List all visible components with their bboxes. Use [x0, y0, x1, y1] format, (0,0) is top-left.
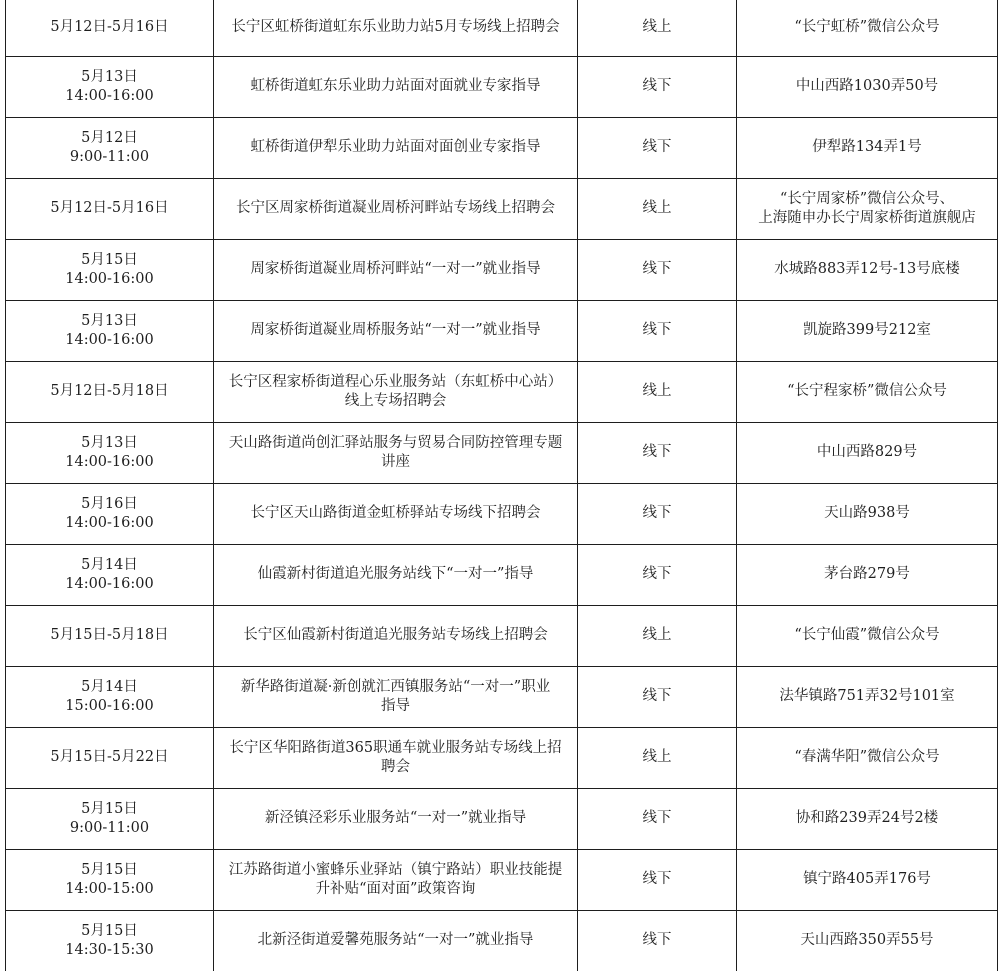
table-row — [6, 605, 998, 666]
event-text: 讲座 — [381, 453, 410, 470]
mode-cell — [578, 422, 737, 483]
date-text: 5月13日 — [81, 434, 138, 451]
location-cell — [737, 422, 998, 483]
location-text: 上海随申办长宁周家桥街道旗舰店 — [758, 209, 976, 226]
date-text: 5月12日-5月16日 — [50, 19, 169, 36]
location-cell — [737, 727, 998, 788]
event-text: 周家桥街道凝业周桥服务站“一对一”就业指导 — [250, 322, 541, 338]
date-text: 9:00-11:00 — [69, 148, 150, 165]
event-cell — [214, 910, 578, 971]
date-cell — [6, 727, 214, 788]
date-text: 14:00-16:00 — [65, 331, 154, 348]
mode-text: 线上 — [642, 383, 672, 399]
location-text: “长宁虹桥”微信公众号 — [794, 19, 940, 36]
event-text: 长宁区程家桥街道程心乐业服务站（东虹桥中心站） — [228, 373, 563, 390]
date-text: 5月14日 — [81, 556, 138, 573]
event-cell — [214, 239, 578, 300]
mode-cell — [578, 544, 737, 605]
date-text: 14:00-16:00 — [65, 575, 154, 592]
mode-text: 线上 — [642, 19, 672, 36]
location-cell — [737, 300, 998, 361]
event-text: 升补贴“面对面”政策咨询 — [315, 880, 476, 897]
location-cell — [737, 483, 998, 544]
location-text: 中山西路829号 — [816, 444, 918, 460]
event-cell — [214, 300, 578, 361]
event-cell — [214, 0, 578, 56]
date-text: 14:00-15:00 — [65, 880, 154, 897]
date-text: 14:30-15:30 — [65, 941, 154, 958]
event-text: 长宁区仙霞新村街道追光服务站专场线上招聘会 — [243, 627, 548, 643]
date-text: 5月13日 — [81, 312, 138, 329]
table-row — [6, 666, 998, 727]
mode-cell — [578, 361, 737, 422]
date-cell — [6, 178, 214, 239]
event-text: 虹桥街道虹东乐业助力站面对面就业专家指导 — [250, 78, 541, 94]
table-row — [6, 910, 998, 971]
location-text: 镇宁路405弄176号 — [803, 871, 931, 887]
event-cell — [214, 422, 578, 483]
date-text: 14:00-16:00 — [65, 270, 154, 287]
date-text: 5月15日 — [81, 251, 138, 268]
location-text: “春满华阳”微信公众号 — [794, 749, 940, 765]
date-cell — [6, 788, 214, 849]
date-cell — [6, 361, 214, 422]
location-cell — [737, 117, 998, 178]
mode-text: 线下 — [642, 322, 672, 338]
mode-cell — [578, 117, 737, 178]
table-row — [6, 361, 998, 422]
table-body — [6, 0, 998, 971]
mode-text: 线下 — [642, 505, 672, 521]
event-cell — [214, 178, 578, 239]
location-text: 凯旋路399号212室 — [803, 322, 931, 338]
mode-cell — [578, 666, 737, 727]
location-text: 天山路938号 — [824, 505, 910, 521]
mode-cell — [578, 910, 737, 971]
location-cell — [737, 544, 998, 605]
date-text: 5月12日-5月16日 — [50, 200, 169, 216]
date-cell — [6, 422, 214, 483]
location-text: 水城路883弄12号-13号底楼 — [774, 261, 960, 277]
date-cell — [6, 0, 214, 56]
event-cell — [214, 727, 578, 788]
event-text: 指导 — [381, 697, 410, 714]
location-text: “长宁周家桥”微信公众号、 — [779, 190, 955, 207]
date-text: 9:00-11:00 — [69, 819, 150, 836]
table-row — [6, 300, 998, 361]
mode-text: 线下 — [642, 688, 672, 704]
event-text: 江苏路街道小蜜蜂乐业驿站（镇宁路站）职业技能提 — [228, 861, 563, 878]
mode-text: 线上 — [642, 749, 672, 765]
event-text: 长宁区华阳路街道365职通车就业服务站专场线上招 — [229, 739, 562, 756]
mode-text: 线下 — [642, 932, 672, 949]
date-cell — [6, 56, 214, 117]
date-text: 5月15日-5月18日 — [50, 627, 169, 643]
date-text: 14:00-16:00 — [65, 453, 154, 470]
table-row — [6, 727, 998, 788]
event-text: 聘会 — [381, 758, 410, 775]
event-cell — [214, 361, 578, 422]
location-cell — [737, 666, 998, 727]
mode-text: 线下 — [642, 444, 672, 460]
location-text: 茅台路279号 — [824, 566, 910, 582]
date-text: 15:00-16:00 — [65, 697, 154, 714]
location-text: “长宁程家桥”微信公众号 — [787, 383, 947, 399]
mode-cell — [578, 483, 737, 544]
event-text: 线上专场招聘会 — [344, 392, 447, 409]
date-text: 5月12日 — [81, 129, 138, 146]
mode-cell — [578, 56, 737, 117]
event-text: 新华路街道凝·新创就汇西镇服务站“一对一”职业 — [240, 678, 551, 695]
location-cell — [737, 788, 998, 849]
event-cell — [214, 788, 578, 849]
date-text: 5月15日 — [81, 861, 138, 878]
date-cell — [6, 666, 214, 727]
mode-text: 线下 — [642, 566, 672, 582]
table-row — [6, 178, 998, 239]
location-text: 天山西路350弄55号 — [800, 932, 934, 949]
location-cell — [737, 56, 998, 117]
table-row — [6, 483, 998, 544]
event-text: 周家桥街道凝业周桥河畔站“一对一”就业指导 — [250, 261, 541, 277]
table-row — [6, 544, 998, 605]
event-text: 长宁区周家桥街道凝业周桥河畔站专场线上招聘会 — [236, 200, 555, 216]
location-cell — [737, 178, 998, 239]
mode-cell — [578, 788, 737, 849]
event-text: 北新泾街道爱馨苑服务站“一对一”就业指导 — [257, 932, 534, 949]
mode-cell — [578, 0, 737, 56]
date-text: 5月15日-5月22日 — [50, 749, 169, 765]
location-cell — [737, 910, 998, 971]
event-cell — [214, 56, 578, 117]
mode-cell — [578, 300, 737, 361]
date-cell — [6, 849, 214, 910]
date-text: 5月14日 — [81, 678, 138, 695]
mode-text: 线下 — [642, 810, 672, 826]
table-row — [6, 117, 998, 178]
event-cell — [214, 605, 578, 666]
location-cell — [737, 239, 998, 300]
event-cell — [214, 849, 578, 910]
mode-cell — [578, 727, 737, 788]
date-cell — [6, 300, 214, 361]
date-text: 14:00-16:00 — [65, 514, 154, 531]
date-text: 5月16日 — [81, 495, 138, 512]
event-text: 长宁区天山路街道金虹桥驿站专场线下招聘会 — [250, 505, 541, 521]
location-cell — [737, 361, 998, 422]
event-text: 新泾镇泾彩乐业服务站“一对一”就业指导 — [264, 810, 527, 826]
location-text: 伊犁路134弄1号 — [812, 139, 922, 155]
schedule-table — [5, 0, 998, 971]
event-text: 天山路街道尚创汇驿站服务与贸易合同防控管理专题 — [228, 434, 563, 451]
mode-text: 线下 — [642, 139, 672, 155]
date-cell — [6, 483, 214, 544]
date-cell — [6, 239, 214, 300]
table-row — [6, 56, 998, 117]
mode-text: 线上 — [642, 200, 672, 216]
mode-cell — [578, 605, 737, 666]
location-cell — [737, 849, 998, 910]
date-cell — [6, 910, 214, 971]
table-row — [6, 0, 998, 56]
mode-cell — [578, 178, 737, 239]
date-cell — [6, 117, 214, 178]
location-text: 协和路239弄24号2楼 — [795, 810, 939, 826]
date-text: 5月12日-5月18日 — [50, 383, 169, 399]
mode-text: 线上 — [642, 627, 672, 643]
event-cell — [214, 117, 578, 178]
location-text: 法华镇路751弄32号101室 — [779, 688, 955, 704]
mode-text: 线下 — [642, 261, 672, 277]
event-text: 虹桥街道伊犁乐业助力站面对面创业专家指导 — [250, 139, 541, 155]
table-row — [6, 849, 998, 910]
event-cell — [214, 544, 578, 605]
mode-cell — [578, 849, 737, 910]
location-cell — [737, 0, 998, 56]
date-cell — [6, 544, 214, 605]
location-text: “长宁仙霞”微信公众号 — [794, 627, 940, 643]
event-text: 仙霞新村街道追光服务站线下“一对一”指导 — [257, 566, 534, 582]
location-text: 中山西路1030弄50号 — [795, 78, 939, 94]
event-cell — [214, 483, 578, 544]
event-text: 长宁区虹桥街道虹东乐业助力站5月专场线上招聘会 — [231, 19, 560, 36]
date-text: 14:00-16:00 — [65, 87, 154, 104]
table-row — [6, 788, 998, 849]
table-row — [6, 239, 998, 300]
mode-text: 线下 — [642, 78, 672, 94]
table-row — [6, 422, 998, 483]
location-cell — [737, 605, 998, 666]
event-cell — [214, 666, 578, 727]
date-text: 5月13日 — [81, 68, 138, 85]
date-text: 5月15日 — [81, 800, 138, 817]
date-cell — [6, 605, 214, 666]
date-text: 5月15日 — [81, 922, 138, 939]
mode-cell — [578, 239, 737, 300]
mode-text: 线下 — [642, 871, 672, 887]
